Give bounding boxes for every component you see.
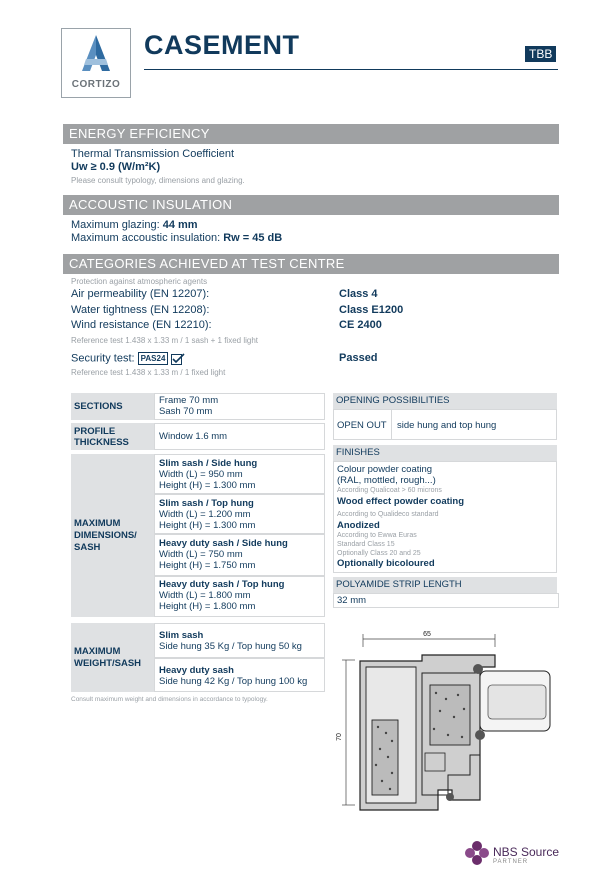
water-tightness-label: Water tightness (EN 12208): (71, 304, 210, 316)
weight-value: Side hung 35 Kg / Top hung 50 kg (159, 641, 302, 652)
dim-width: Width (L) = 950 mm (159, 469, 243, 480)
dim-title: Heavy duty sash / Top hung (159, 579, 285, 590)
dim-title: Heavy duty sash / Side hung (159, 538, 288, 549)
dim-height: Height (H) = 1.300 mm (159, 520, 256, 531)
polyamide-heading: POLYAMIDE STRIP LENGTH (333, 577, 557, 593)
max-dimensions-label (71, 454, 154, 617)
open-out-label: OPEN OUT (337, 420, 387, 431)
dim-heavy-top (154, 576, 325, 617)
nbs-title: NBS Source (493, 845, 560, 859)
finish-anod-note-2: Standard Class 15 (337, 541, 395, 548)
sections-frame: Frame 70 mm (159, 395, 219, 406)
finish-bicoloured: Optionally bicoloured (337, 558, 435, 569)
reference-test-2: Reference test 1.438 x 1.33 m / 1 fixed light (71, 368, 226, 377)
maxweight-label-line2: WEIGHT/SASH (74, 657, 142, 669)
uw-value: Uw ≥ 0.9 (W/m²K) (71, 161, 161, 173)
glazing-label: Maximum glazing: (71, 219, 160, 231)
insulation-value: Rw = 45 dB (223, 232, 283, 244)
dim-height: Height (H) = 1.750 mm (159, 560, 256, 571)
security-value: Passed (339, 352, 378, 364)
acoustic-heading: ACCOUSTIC INSULATION (63, 195, 559, 215)
title-divider (144, 69, 558, 70)
insulation-row (71, 232, 282, 244)
categories-heading: CATEGORIES ACHIEVED AT TEST CENTRE (63, 254, 559, 274)
finish-colour-note: According Qualicoat > 60 microns (337, 487, 442, 494)
dim-slim-side (154, 454, 325, 494)
energy-heading: ENERGY EFFICIENCY (63, 124, 559, 144)
max-weight-label (71, 623, 154, 692)
security-label: Security test: (71, 352, 135, 365)
water-tightness-value: Class E1200 (339, 304, 404, 316)
sections-value-cell (154, 393, 325, 420)
profile-thickness-label (71, 423, 154, 450)
cortizo-logo-mark (62, 29, 130, 79)
open-out-value: side hung and top hung (397, 420, 497, 431)
dim-width: Width (L) = 1.200 mm (159, 509, 251, 520)
polyamide-value: 32 mm (337, 595, 367, 606)
opening-heading: OPENING POSSIBILITIES (333, 393, 557, 409)
finish-colour-line1: Colour powder coating (337, 464, 433, 475)
tbb-badge: TBB (525, 46, 556, 62)
finish-anod-note-3: Optionally Class 20 and 25 (337, 550, 421, 557)
pas24-badge: PAS24 (138, 352, 169, 365)
insulation-label: Maximum accoustic insulation: (71, 232, 221, 244)
weight-footnote: Consult maximum weight and dimensions in accordance to typology. (71, 696, 268, 703)
profile-cross-section-drawing (330, 625, 555, 825)
profile-label-line1: PROFILE (74, 425, 116, 437)
dim-title: Slim sash / Side hung (159, 458, 258, 469)
weight-value: Side hung 42 Kg / Top hung 100 kg (159, 676, 308, 687)
air-permeability-value: Class 4 (339, 288, 378, 300)
nbs-flower-icon (464, 840, 490, 866)
thermal-coef-label: Thermal Transmission Coefficient (71, 148, 235, 160)
nbs-sub: PARTNER (493, 859, 529, 865)
finishes-heading: FINISHES (333, 445, 557, 461)
maxdim-label-line3: SASH (74, 541, 101, 553)
glazing-row (71, 219, 198, 231)
open-out-row (333, 409, 557, 440)
finish-colour-line2: (RAL, mottled, rough...) (337, 475, 436, 486)
brand-name: CORTIZO (71, 79, 121, 90)
weight-heavy (154, 658, 325, 692)
reference-test-1: Reference test 1.438 x 1.33 m / 1 sash + 1 fixed light (71, 336, 258, 345)
open-out-divider (391, 410, 392, 439)
finish-wood-note: According to Qualideco standard (337, 511, 439, 518)
dim-height-label: 70 (336, 733, 343, 741)
dim-title: Slim sash / Top hung (159, 498, 254, 509)
dim-slim-top (154, 494, 325, 534)
categories-subheading: Protection against atmospheric agents (71, 277, 208, 286)
cortizo-logo (61, 28, 131, 98)
finish-anod-note-1: According to Ewwa Euras (337, 532, 417, 539)
sections-label: SECTIONS (71, 393, 154, 420)
dim-width-label: 65 (423, 631, 431, 638)
security-row (71, 352, 185, 365)
profile-label-line2: THICKNESS (74, 436, 129, 448)
profile-value-cell (154, 423, 325, 450)
dim-height: Height (H) = 1.800 mm (159, 601, 256, 612)
dim-height: Height (H) = 1.300 mm (159, 480, 256, 491)
finish-anodized: Anodized (337, 520, 380, 531)
polyamide-cell (333, 593, 559, 608)
air-permeability-label: Air permeability (EN 12207): (71, 288, 210, 300)
finishes-cell (333, 461, 557, 573)
sections-sash: Sash 70 mm (159, 406, 213, 417)
dim-width: Width (L) = 750 mm (159, 549, 243, 560)
weight-slim (154, 623, 325, 658)
maxdim-label-line2: DIMENSIONS/ (74, 529, 137, 541)
weight-title: Slim sash (159, 630, 204, 641)
profile-value: Window 1.6 mm (159, 431, 228, 442)
finish-wood: Wood effect powder coating (337, 496, 465, 507)
page-title: CASEMENT (144, 30, 300, 60)
wind-resistance-label: Wind resistance (EN 12210): (71, 319, 212, 331)
dim-heavy-side (154, 534, 325, 576)
dim-width: Width (L) = 1.800 mm (159, 590, 251, 601)
checkbox-check-icon (171, 353, 185, 365)
maxdim-label-line1: MAXIMUM (74, 517, 121, 529)
glazing-value: 44 mm (162, 219, 198, 231)
energy-note: Please consult typology, dimensions and glazing. (71, 176, 245, 185)
maxweight-label-line1: MAXIMUM (74, 645, 121, 657)
weight-title: Heavy duty sash (159, 665, 234, 676)
wind-resistance-value: CE 2400 (339, 319, 382, 331)
nbs-source-logo (464, 840, 564, 870)
